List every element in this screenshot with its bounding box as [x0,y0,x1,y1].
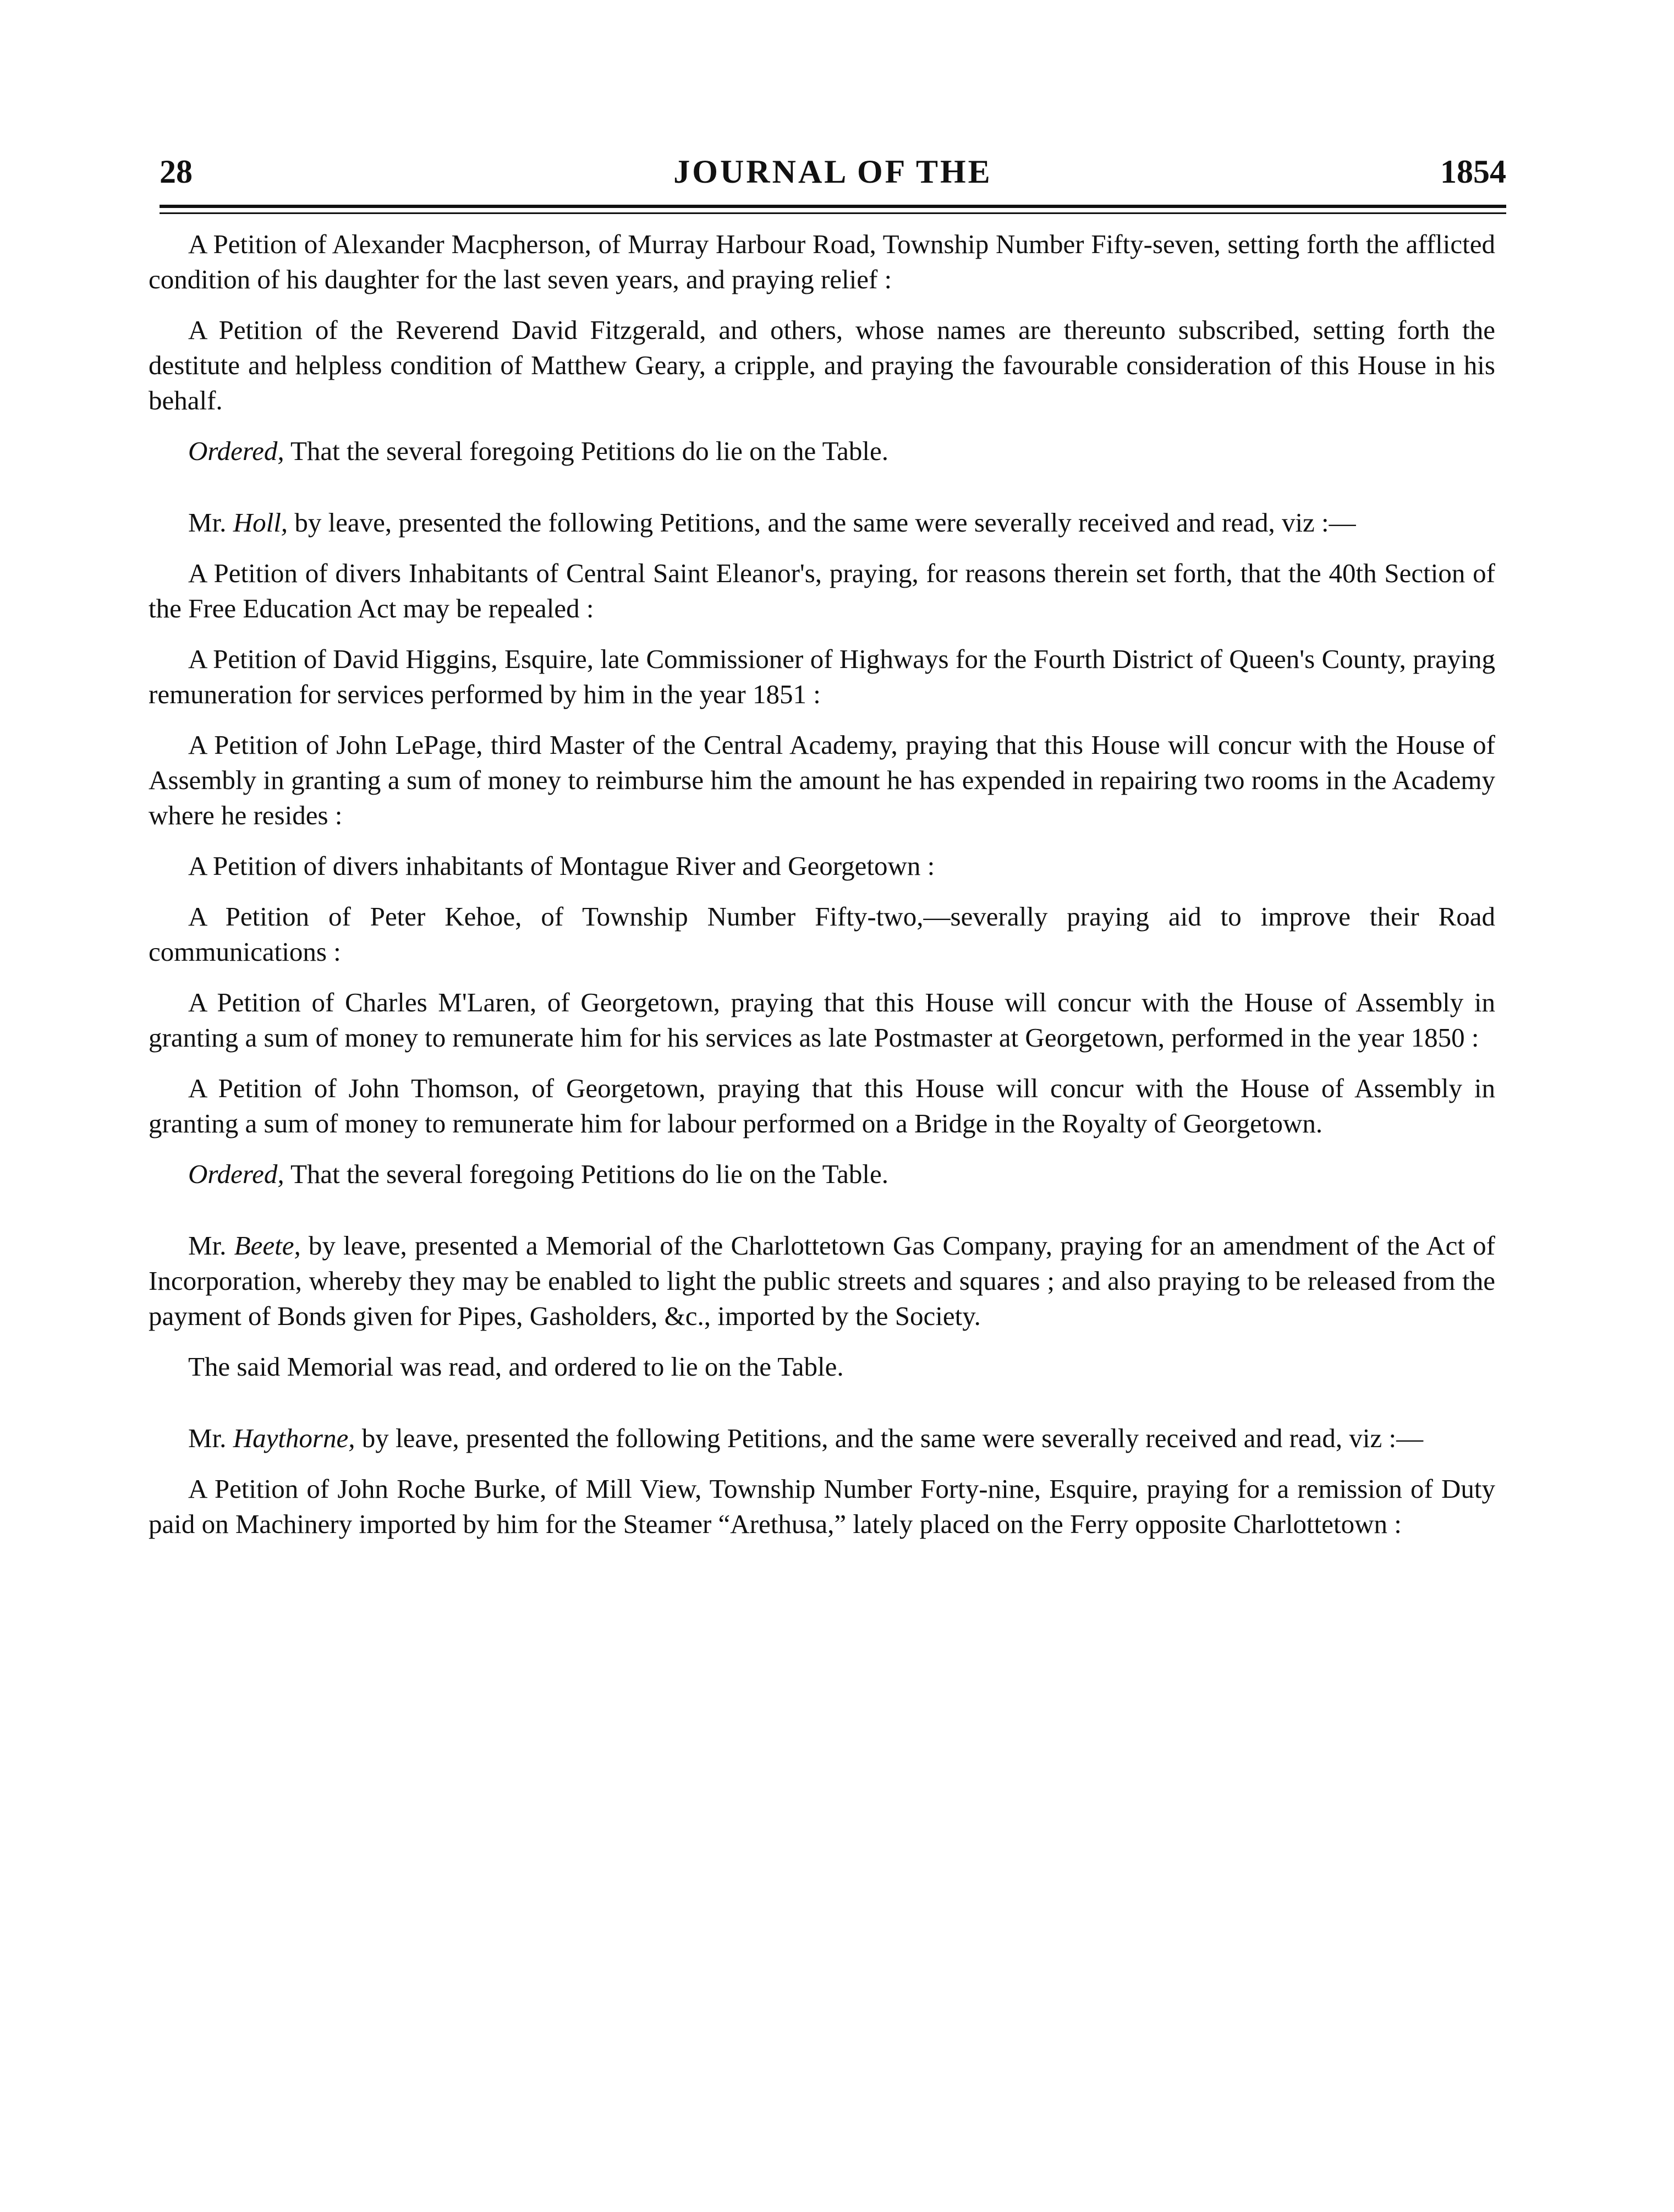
running-title: JOURNAL OF THE [673,154,992,190]
page-number: 28 [160,154,193,190]
petition-lepage: A Petition of John LePage, third Master of the Central Academy, praying that this House will concur with the House of Assembly in granting a sum of money to reimburse him the amount he has expended in repairing two rooms in the Academy where he resides : [149,730,1495,830]
order-lead: Ordered, [188,1159,284,1189]
holl-presentation: Mr. Holl, by leave, presented the following Petitions, and the same were severally received and read, viz :— [188,507,1356,538]
haythorne-presentation: Mr. Haythorne, by leave, presented the following Petitions, and the same were severally received and read, viz :— [188,1423,1424,1453]
petition-fitzgerald: A Petition of the Reverend David Fitzgerald, and others, whose names are thereunto subscribed, setting forth the destitute and helpless condition of Matthew Geary, a cripple, and praying the favourable consideration of this House in his behalf. [149,315,1495,415]
order-paragraph-2: Ordered, That the several foregoing Petitions do lie on the Table. [188,1159,889,1189]
petition-macpherson: A Petition of Alexander Macpherson, of Murray Harbour Road, Township Number Fifty-seven, setting forth the afflicted condition of his daughter for the last seven years, and praying relief : [149,229,1495,294]
petition-saint-eleanors: A Petition of divers Inhabitants of Central Saint Eleanor's, praying, for reasons therein set forth, that the 40th Section of the Free Education Act may be repealed : [149,558,1495,623]
petition-higgins: A Petition of David Higgins, Esquire, late Commissioner of Highways for the Fourth District of Queen's County, praying remuneration for services performed by him in the year 1851 : [149,644,1495,709]
header-year: 1854 [1440,154,1506,190]
petition-kehoe: A Petition of Peter Kehoe, of Township Number Fifty-two,—severally praying aid to improve their Road communications : [149,901,1495,967]
petition-montague-river: A Petition of divers inhabitants of Montague River and Georgetown : [188,851,935,881]
petition-burke: A Petition of John Roche Burke, of Mill View, Township Number Forty-nine, Esquire, praying for a remission of Duty paid on Machinery imported by him for the Steamer “Arethusa,” lately placed on the Ferry opposite Charlottetown : [149,1474,1495,1539]
running-header [160,144,1506,199]
beete-memorial: Mr. Beete, by leave, presented a Memorial of the Charlottetown Gas Company, praying for an amendment of the Act of Incorporation, whereby they may be enabled to light the public streets and squares ; and also praying to be released from the payment of Bonds given for Pipes, Gasholders, &c., imported by the Society. [149,1230,1495,1331]
petition-thomson: A Petition of John Thomson, of Georgetown, praying that this House will concur with the House of Assembly in granting a sum of money to remunerate him for labour performed on a Bridge in the Royalty of Georgetown. [149,1073,1495,1138]
petition-mclaren: A Petition of Charles M'Laren, of Georgetown, praying that this House will concur with the House of Assembly in granting a sum of money to remunerate him for his services as late Postmaster at Georgetown, performed in the year 1850 : [149,987,1495,1053]
header-rule-thick [160,205,1506,208]
member-name: Beete, [234,1230,301,1261]
order-paragraph-1: Ordered, That the several foregoing Petitions do lie on the Table. [188,436,889,466]
member-name: Haythorne, [233,1423,355,1453]
memorial-order: The said Memorial was read, and ordered to lie on the Table. [188,1351,844,1382]
member-name: Holl, [233,507,288,538]
journal-body [149,227,1495,1557]
order-lead: Ordered, [188,436,284,466]
header-rule-thin [160,212,1506,214]
